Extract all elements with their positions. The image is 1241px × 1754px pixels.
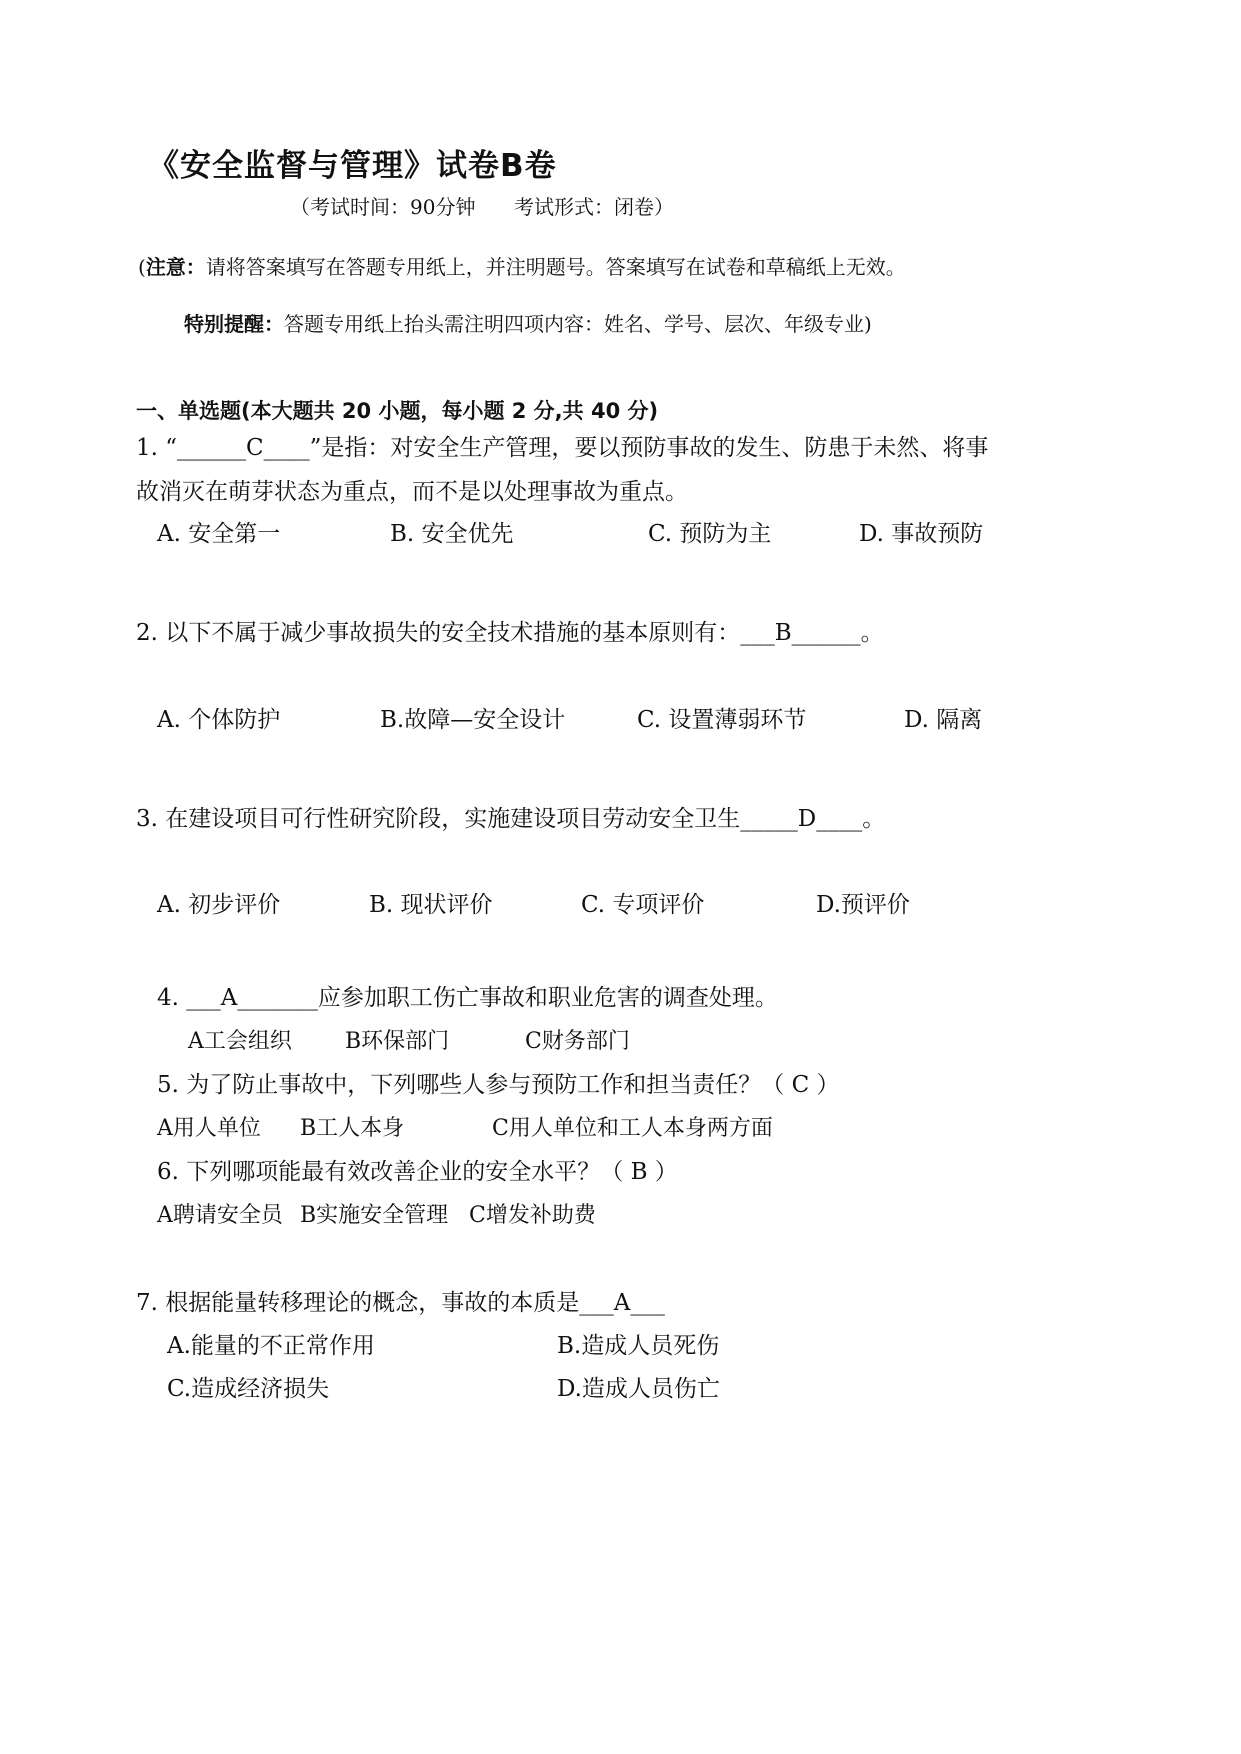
q2-option-d: D. 隔离 bbox=[904, 707, 983, 733]
exam-form: 考试形式：闭卷） bbox=[514, 195, 674, 219]
question-1-line-1: 1. “______C____”是指：对安全生产管理，要以预防事故的发生、防患于未然、将事 bbox=[136, 435, 989, 461]
notice-prefix: ( bbox=[138, 255, 146, 279]
question-1-line-2: 故消灭在萌芽状态为重点，而不是以处理事故为重点。 bbox=[136, 479, 688, 505]
q1-option-b: B. 安全优先 bbox=[390, 521, 514, 547]
q5-option-a: A用人单位 bbox=[157, 1116, 261, 1141]
q7-option-c: C.造成经济损失 bbox=[167, 1376, 330, 1402]
question-3-line-1: 3. 在建设项目可行性研究阶段，实施建设项目劳动安全卫生_____D____。 bbox=[136, 806, 886, 832]
notice-label: 注意： bbox=[145, 255, 206, 279]
q4-option-b: B环保部门 bbox=[345, 1029, 450, 1054]
q4-blank: ___A_______ bbox=[186, 985, 318, 1011]
q4-option-c: C财务部门 bbox=[525, 1029, 630, 1054]
q2-option-a: A. 个体防护 bbox=[157, 707, 281, 733]
q4-text: 应参加职工伤亡事故和职业危害的调查处理。 bbox=[317, 985, 778, 1011]
q2-option-c: C. 设置薄弱环节 bbox=[637, 707, 807, 733]
section-heading: 一、单选题(本大题共 20 小题，每小题 2 分,共 40 分) bbox=[136, 399, 659, 423]
notice-text: 请将答案填写在答题专用纸上，并注明题号。答案填写在试卷和草稿纸上无效。 bbox=[205, 255, 906, 279]
q7-option-d: D.造成人员伤亡 bbox=[557, 1376, 720, 1402]
q4-number: 4. bbox=[157, 985, 179, 1011]
q6-option-c: C增发补助费 bbox=[469, 1203, 596, 1228]
q6-option-a: A聘请安全员 bbox=[157, 1203, 283, 1228]
question-2-line-1: 2. 以下不属于减少事故损失的安全技术措施的基本原则有：___B______。 bbox=[136, 620, 884, 646]
q6-option-b: B实施安全管理 bbox=[300, 1203, 449, 1228]
q4-option-a: A工会组织 bbox=[188, 1029, 292, 1054]
q1-option-a: A. 安全第一 bbox=[157, 521, 281, 547]
q7-option-b: B.造成人员死伤 bbox=[557, 1333, 720, 1359]
question-6-line-1: 6. 下列哪项能最有效改善企业的安全水平？（ B ） bbox=[157, 1159, 678, 1185]
notice-line bbox=[138, 257, 906, 277]
question-7-line-1: 7. 根据能量转移理论的概念，事故的本质是___A___ bbox=[136, 1290, 665, 1316]
question-5-line-1: 5. 为了防止事故中，下列哪些人参与预防工作和担当责任？（ C ） bbox=[157, 1072, 840, 1098]
q2-option-b: B.故障—安全设计 bbox=[380, 707, 566, 733]
exam-time: （考试时间：90分钟 bbox=[290, 195, 476, 219]
q3-option-d: D.预评价 bbox=[816, 892, 910, 918]
q7-option-a: A.能量的不正常作用 bbox=[167, 1333, 375, 1359]
reminder-label: 特别提醒： bbox=[184, 312, 284, 336]
q5-option-c: C用人单位和工人本身两方面 bbox=[492, 1116, 773, 1141]
q5-option-b: B工人本身 bbox=[300, 1116, 405, 1141]
q3-option-b: B. 现状评价 bbox=[369, 892, 493, 918]
q1-option-d: D. 事故预防 bbox=[859, 521, 984, 547]
reminder-line bbox=[184, 314, 872, 334]
q3-option-c: C. 专项评价 bbox=[581, 892, 705, 918]
page-title: 《安全监督与管理》试卷B卷 bbox=[148, 148, 557, 184]
q3-option-a: A. 初步评价 bbox=[157, 892, 281, 918]
reminder-text: 答题专用纸上抬头需注明四项内容：姓名、学号、层次、年级专业) bbox=[284, 312, 872, 336]
q1-option-c: C. 预防为主 bbox=[648, 521, 772, 547]
question-4-line-1 bbox=[157, 987, 778, 1010]
